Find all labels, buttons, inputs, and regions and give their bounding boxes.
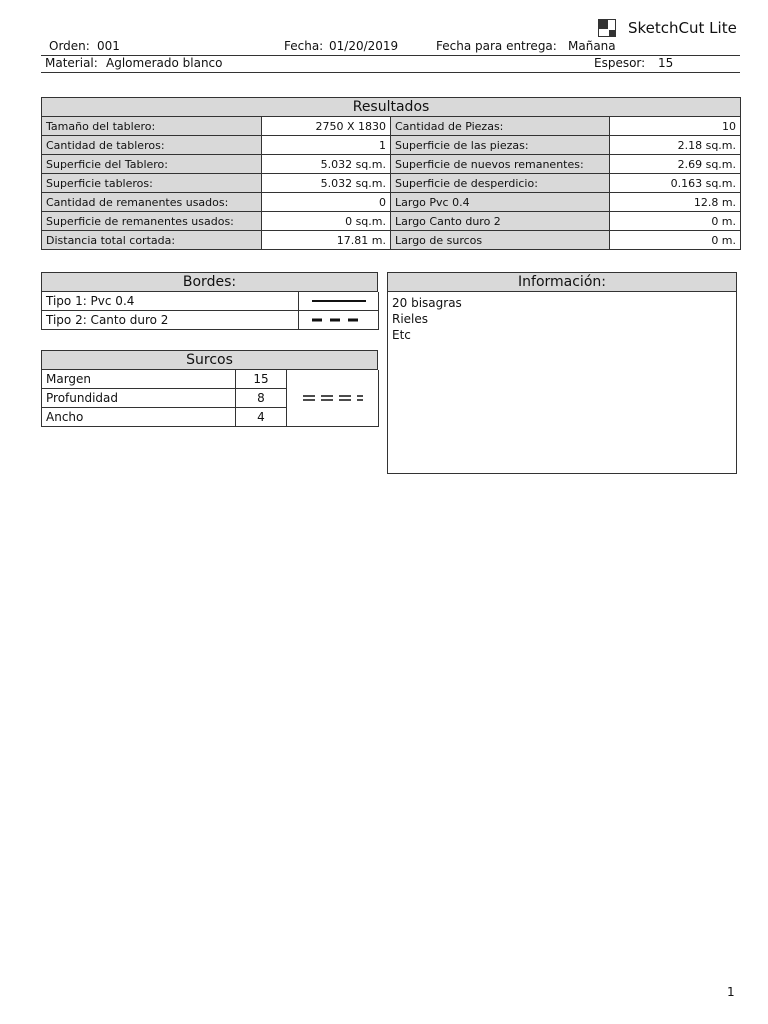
fecha-label: Fecha:: [284, 39, 324, 53]
result-label: Superficie de las piezas:: [391, 136, 610, 155]
result-value: 5.032 sq.m.: [262, 155, 391, 174]
result-label: Tamaño del tablero:: [42, 117, 262, 136]
sketchcut-logo-icon: [598, 19, 616, 37]
informacion-list: [388, 292, 736, 346]
borde-label: Tipo 2: Canto duro 2: [42, 311, 299, 330]
bordes-table: [41, 292, 379, 330]
app-name: SketchCut Lite: [628, 19, 737, 37]
result-label: Distancia total cortada:: [42, 231, 262, 250]
table-row: [42, 231, 741, 250]
entrega-value: Mañana: [568, 39, 616, 53]
surco-value: 8: [236, 389, 287, 408]
result-label: Superficie de remanentes usados:: [42, 212, 262, 231]
result-value: 0: [262, 193, 391, 212]
surco-label: Profundidad: [42, 389, 236, 408]
table-row: [42, 370, 379, 389]
list-item: Rieles: [392, 312, 429, 326]
result-value: 10: [610, 117, 741, 136]
table-row: [42, 117, 741, 136]
informacion-section: [387, 272, 737, 474]
resultados-table: [41, 97, 741, 250]
orden-label: Orden:: [49, 39, 90, 53]
entrega-label: Fecha para entrega:: [436, 39, 557, 53]
solid-line-icon: [299, 292, 379, 311]
espesor-value: 15: [658, 56, 674, 70]
result-value: 12.8 m.: [610, 193, 741, 212]
informacion-title: Información:: [388, 273, 736, 292]
result-label: Cantidad de remanentes usados:: [42, 193, 262, 212]
result-label: Largo Canto duro 2: [391, 212, 610, 231]
result-label: Largo de surcos: [391, 231, 610, 250]
result-value: 0 sq.m.: [262, 212, 391, 231]
table-row: [42, 311, 379, 330]
result-label: Superficie del Tablero:: [42, 155, 262, 174]
bordes-section: [41, 272, 378, 330]
result-value: 1: [262, 136, 391, 155]
brand: [598, 17, 737, 39]
result-value: 2750 X 1830: [262, 117, 391, 136]
table-row: [42, 155, 741, 174]
table-row: [42, 136, 741, 155]
dashed-line-icon: [299, 311, 379, 330]
material-value: Aglomerado blanco: [106, 56, 223, 70]
orden-value: 001: [97, 39, 120, 53]
material-label: Material:: [45, 56, 98, 70]
result-label: Superficie de desperdicio:: [391, 174, 610, 193]
result-value: 0 m.: [610, 212, 741, 231]
borde-label: Tipo 1: Pvc 0.4: [42, 292, 299, 311]
surcos-title: Surcos: [41, 350, 378, 370]
page-number: 1: [727, 985, 735, 999]
result-label: Largo Pvc 0.4: [391, 193, 610, 212]
material-header-row: [41, 56, 740, 73]
surco-value: 4: [236, 408, 287, 427]
result-value: 2.69 sq.m.: [610, 155, 741, 174]
surco-label: Margen: [42, 370, 236, 389]
double-dashed-line-icon: [287, 370, 379, 427]
result-value: 0.163 sq.m.: [610, 174, 741, 193]
result-value: 5.032 sq.m.: [262, 174, 391, 193]
espesor-label: Espesor:: [594, 56, 646, 70]
list-item: Etc: [392, 328, 411, 342]
result-value: 0 m.: [610, 231, 741, 250]
surcos-table: [41, 370, 379, 427]
result-label: Cantidad de tableros:: [42, 136, 262, 155]
resultados-title: Resultados: [42, 98, 741, 117]
result-label: Superficie de nuevos remanentes:: [391, 155, 610, 174]
list-item: 20 bisagras: [392, 296, 462, 310]
table-row: [42, 212, 741, 231]
result-label: Cantidad de Piezas:: [391, 117, 610, 136]
result-label: Superficie tableros:: [42, 174, 262, 193]
surco-label: Ancho: [42, 408, 236, 427]
bordes-title: Bordes:: [41, 272, 378, 292]
result-value: 2.18 sq.m.: [610, 136, 741, 155]
result-value: 17.81 m.: [262, 231, 391, 250]
fecha-value: 01/20/2019: [329, 39, 399, 53]
table-row: [42, 174, 741, 193]
table-row: [42, 193, 741, 212]
surco-value: 15: [236, 370, 287, 389]
table-row: [42, 292, 379, 311]
order-header-row: [41, 39, 740, 56]
surcos-section: [41, 350, 378, 427]
